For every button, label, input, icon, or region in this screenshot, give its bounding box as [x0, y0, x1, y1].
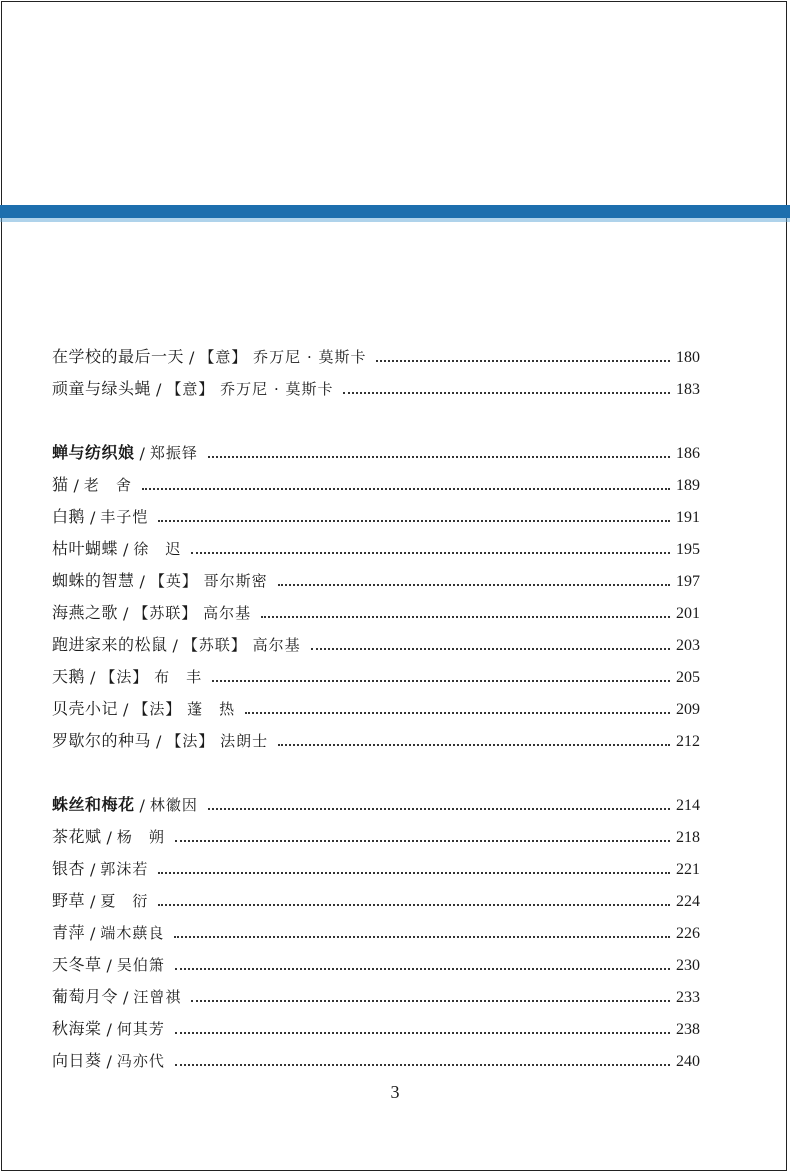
toc-entry-page: 197	[676, 573, 700, 590]
toc-entry-title: 秋海棠	[52, 1019, 102, 1038]
toc-entry-leader-dots	[208, 807, 670, 810]
toc-entry-separator: /	[90, 508, 96, 527]
toc-entry-author: 【苏联】 高尔基	[133, 604, 252, 622]
toc-entry-title: 天鹅	[52, 667, 86, 686]
toc-entry-title: 跑进家来的松鼠	[52, 635, 168, 654]
toc-entry-title: 罗歇尔的种马	[52, 731, 152, 750]
toc-entry-page: 233	[676, 989, 700, 1006]
toc-entry-page: 238	[676, 1021, 700, 1038]
toc-entry-author: 汪曾祺	[133, 988, 182, 1006]
toc-entry-separator: /	[139, 444, 145, 463]
toc-entry-separator: /	[106, 828, 112, 847]
toc-entry-page: 191	[676, 509, 700, 526]
toc-entry-leader-dots	[278, 583, 670, 586]
toc-entry-page: 186	[676, 445, 700, 462]
toc-entry-leader-dots	[212, 679, 670, 682]
toc-entry-author: 杨 朔	[116, 828, 165, 846]
toc-entry-leader-dots	[261, 615, 670, 618]
toc-entry-page: 218	[676, 829, 700, 846]
toc-entry-page: 205	[676, 669, 700, 686]
toc-entry[interactable]	[52, 693, 700, 719]
toc-entry-author: 徐 迟	[133, 540, 182, 558]
toc-entry[interactable]	[52, 885, 700, 911]
toc-entry-leader-dots	[278, 743, 670, 746]
toc-entry-page: 240	[676, 1053, 700, 1070]
toc-entry-author: 林徽因	[149, 796, 198, 814]
toc-entry-leader-dots	[175, 967, 670, 970]
toc-entry-title: 贝壳小记	[52, 699, 119, 718]
toc-entry-separator: /	[189, 348, 195, 367]
toc-entry-separator: /	[123, 988, 129, 1007]
toc-entry[interactable]	[52, 597, 700, 623]
toc-entry-author: 【苏联】 高尔基	[182, 636, 301, 654]
toc-entry-page: 201	[676, 605, 700, 622]
toc-entry-separator: /	[123, 540, 129, 559]
toc-entry-title: 向日葵	[52, 1051, 102, 1070]
toc-entry-separator: /	[106, 956, 112, 975]
toc-entry-separator: /	[123, 700, 129, 719]
toc-entry-title: 蝉与纺织娘	[52, 443, 135, 462]
toc-entry-separator: /	[172, 636, 178, 655]
toc-entry-separator: /	[156, 380, 162, 399]
toc-entry[interactable]	[52, 437, 700, 463]
toc-entry-page: 183	[676, 381, 700, 398]
toc-entry[interactable]	[52, 373, 700, 399]
toc-entry-page: 189	[676, 477, 700, 494]
toc-entry[interactable]	[52, 981, 700, 1007]
toc-entry-author: 【法】 布 丰	[100, 668, 203, 686]
toc-entry[interactable]	[52, 917, 700, 943]
toc-entry-author: 【法】 法朗士	[166, 732, 269, 750]
toc-entry-separator: /	[73, 476, 79, 495]
toc-entry-separator: /	[106, 1020, 112, 1039]
toc-entry-leader-dots	[191, 999, 670, 1002]
toc-entry-page: 195	[676, 541, 700, 558]
toc-entry[interactable]	[52, 725, 700, 751]
toc-entry-author: 冯亦代	[116, 1052, 165, 1070]
toc-entry-author: 夏 衍	[100, 892, 149, 910]
toc-entry-leader-dots	[208, 455, 670, 458]
toc-entry[interactable]	[52, 469, 700, 495]
toc-entry[interactable]	[52, 501, 700, 527]
toc-entry[interactable]	[52, 789, 700, 815]
toc-entry-author: 郑振铎	[149, 444, 198, 462]
toc-entry-leader-dots	[376, 359, 670, 362]
toc-entry-author: 郭沫若	[100, 860, 149, 878]
toc-entry-title: 海燕之歌	[52, 603, 119, 622]
toc-entry-separator: /	[139, 572, 145, 591]
toc-entry[interactable]	[52, 821, 700, 847]
toc-entry-page: 209	[676, 701, 700, 718]
toc-entry-author: 丰子恺	[100, 508, 149, 526]
toc-entry-separator: /	[106, 1052, 112, 1071]
toc-entry-author: 【意】 乔万尼 · 莫斯卡	[166, 380, 334, 398]
toc-entry-author: 端木蕻良	[100, 924, 165, 942]
toc-entry-title: 茶花赋	[52, 827, 102, 846]
page-number: 3	[390, 1082, 400, 1102]
toc-entry-author: 何其芳	[116, 1020, 165, 1038]
toc-entry-page: 221	[676, 861, 700, 878]
toc-entry-title: 青萍	[52, 923, 86, 942]
toc-entry-leader-dots	[175, 1063, 670, 1066]
toc-entry[interactable]	[52, 533, 700, 559]
toc-entry-page: 214	[676, 797, 700, 814]
toc-entry-title: 天冬草	[52, 955, 102, 974]
toc-entry-leader-dots	[158, 903, 670, 906]
toc-entry-separator: /	[139, 796, 145, 815]
toc-entry-page: 180	[676, 349, 700, 366]
toc-entry-leader-dots	[158, 519, 670, 522]
toc-entry[interactable]	[52, 1045, 700, 1071]
toc-entry-title: 在学校的最后一天	[52, 347, 185, 366]
header-band	[0, 205, 790, 218]
toc-entry-page: 230	[676, 957, 700, 974]
toc-entry-title: 猫	[52, 475, 69, 494]
toc-entry[interactable]	[52, 629, 700, 655]
toc-entry[interactable]	[52, 853, 700, 879]
toc-entry-separator: /	[90, 892, 96, 911]
toc-entry-title: 蛛丝和梅花	[52, 795, 135, 814]
toc-entry-title: 蜘蛛的智慧	[52, 571, 135, 590]
toc-entry-leader-dots	[191, 551, 670, 554]
toc-entry-leader-dots	[142, 487, 670, 490]
toc-entry-title: 顽童与绿头蝇	[52, 379, 152, 398]
toc-entry-leader-dots	[174, 935, 670, 938]
toc-entry-title: 银杏	[52, 859, 86, 878]
toc-entry[interactable]	[52, 565, 700, 591]
toc-entry-leader-dots	[311, 647, 670, 650]
toc-entry[interactable]	[52, 661, 700, 687]
toc-entry-author: 【英】 哥尔斯密	[149, 572, 268, 590]
toc-entry-author: 老 舍	[83, 476, 132, 494]
toc-entry-title: 葡萄月令	[52, 987, 119, 1006]
toc-entry-separator: /	[123, 604, 129, 623]
toc-entry-separator: /	[156, 732, 162, 751]
toc-entry-page: 203	[676, 637, 700, 654]
toc-entry-leader-dots	[175, 1031, 670, 1034]
toc-entry-page: 224	[676, 893, 700, 910]
toc-entry-separator: /	[90, 860, 96, 879]
toc-entry-author: 【法】 蓬 热	[133, 700, 236, 718]
toc-entry-title: 野草	[52, 891, 86, 910]
toc-entry-leader-dots	[175, 839, 670, 842]
toc-entry-page: 212	[676, 733, 700, 750]
toc-entry-leader-dots	[343, 391, 670, 394]
header-band-shadow	[0, 218, 790, 222]
toc-entry[interactable]	[52, 341, 700, 367]
toc-entry-separator: /	[90, 668, 96, 687]
toc-entry[interactable]	[52, 1013, 700, 1039]
toc-entry-title: 枯叶蝴蝶	[52, 539, 119, 558]
toc-entry[interactable]	[52, 949, 700, 975]
toc-entry-author: 吴伯箫	[116, 956, 165, 974]
toc-entry-separator: /	[90, 924, 96, 943]
toc-entry-page: 226	[676, 925, 700, 942]
toc-entry-title: 白鹅	[52, 507, 86, 526]
toc-entry-leader-dots	[158, 871, 670, 874]
toc-entry-author: 【意】 乔万尼 · 莫斯卡	[199, 348, 367, 366]
toc-entry-leader-dots	[245, 711, 670, 714]
